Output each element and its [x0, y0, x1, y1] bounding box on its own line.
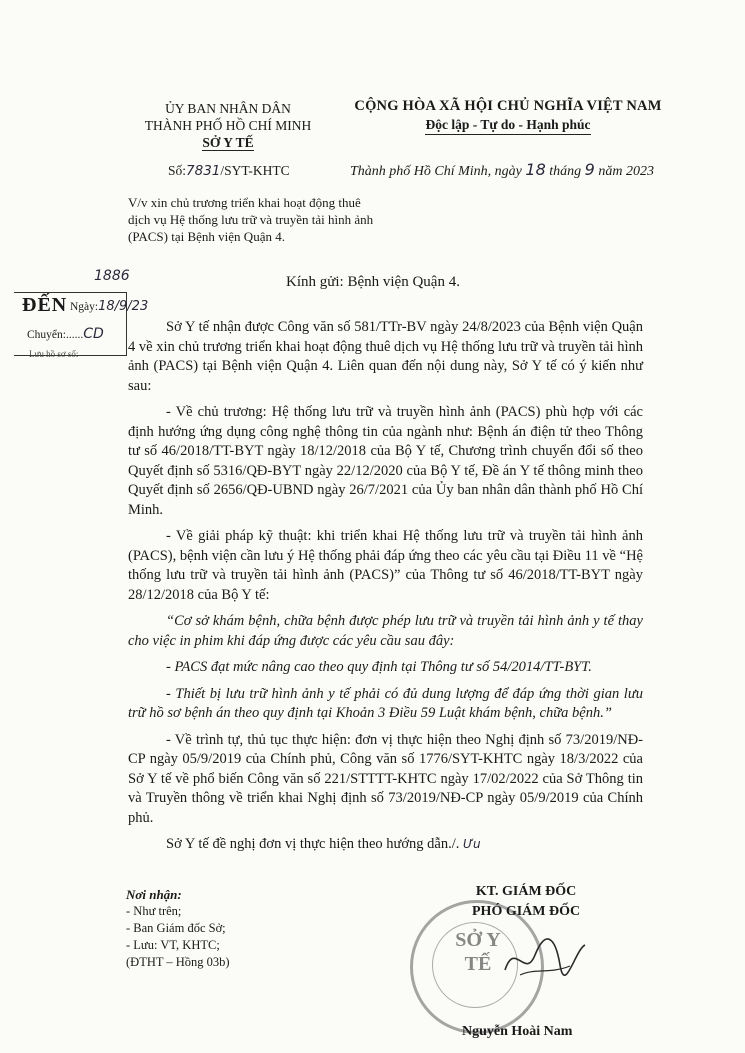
body-paragraph-5: [128, 835, 643, 855]
issuer-line3-wrap: [128, 134, 328, 151]
date-line: [350, 160, 654, 180]
quote-paragraph-3: - Thiết bị lưu trữ hình ảnh y tế phải có đủ dung lượng để đáp ứng thời gian lưu trữ hồ sơ bệnh án theo quy định tại Khoản 3 Điều 59 Luật khám bệnh, chữa bệnh.”: [128, 685, 643, 721]
signature-title-2: PHÓ GIÁM ĐỐC: [472, 904, 581, 919]
stamp-transfer-label: Chuyển:......: [27, 329, 84, 341]
quote-paragraph-1: “Cơ sở khám bệnh, chữa bệnh được phép lưu trữ và truyền tải hình ảnh y tế thay cho việc in phim khi đáp ứng được các yêu cầu sau đây:: [128, 613, 643, 649]
stamp-den: ĐẾN: [22, 294, 68, 316]
issuer-header: [128, 100, 328, 151]
doc-number-prefix: Số:: [168, 163, 187, 178]
subject-line: V/v xin chủ trương triển khai hoạt động thuê dịch vụ Hệ thống lưu trữ và truyền tải hình ảnh (PACS) tại Bệnh viện Quận 4.: [128, 195, 374, 244]
date-month-label: tháng: [549, 164, 582, 179]
issuer-line3: SỞ Y TẾ: [202, 135, 254, 150]
stamp-date: [70, 299, 148, 314]
national-title: CỘNG HÒA XÃ HỘI CHỦ NGHĨA VIỆT NAM: [354, 98, 662, 114]
national-header: [338, 98, 678, 135]
seal-text: SỞ Y TẾ: [455, 929, 501, 975]
recipient-item: (ĐTHT – Hồng 03b): [126, 955, 230, 969]
body-paragraph-4: - Về trình tự, thủ tục thực hiện: đơn vị thực hiện theo Nghị định số 73/2019/NĐ-CP ngày 05/9/2019 của Chính phủ, Công văn số 1776/SYT-KHTC ngày 18/3/2022 của Sở Y tế về phổ biến Công văn số 221/STTTT-KHTC ngày 17/02/2022 của Sở Thông tin và Truyền thông về triển khai Nghị định số 73/2019/NĐ-CP ngày 05/9/2019 của Chính phủ.: [128, 731, 643, 826]
stamp-date-value: 18/9/23: [98, 299, 149, 314]
body-paragraph-2: - Về chủ trương: Hệ thống lưu trữ và truyền hình ảnh (PACS) phù hợp với các định hướng ứng dụng công nghệ thông tin của ngành như: Bệnh án điện tử theo Thông tư số 46/2018/TT-BYT ngày 18/12/2018 của Bộ Y tế, Chương trình chuyển đổi số theo Quyết định số 5316/QĐ-BYT ngày 22/12/2020 của Bộ Y tế, Đề án Y tế thông minh theo Quyết định số 2656/QĐ-UBND ngày 26/7/2021 của Ủy ban nhân dân thành phố Hồ Chí Minh.: [128, 404, 643, 518]
signature-title: [472, 882, 580, 922]
signature-title-1: KT. GIÁM ĐỐC: [475, 884, 577, 899]
recipient-item: - Như trên;: [126, 904, 182, 918]
recipients-list: [126, 886, 230, 971]
closing-sentence: Sở Y tế đề nghị đơn vị thực hiện theo hướng dẫn./.: [166, 836, 460, 852]
handwritten-signature: [500, 930, 590, 990]
stamp-transfer: [27, 326, 104, 342]
body-paragraph-1: Sở Y tế nhận được Công văn số 581/TTr-BV ngày 24/8/2023 của Bệnh viện Quận 4 về xin chủ trương triển khai hoạt động thuê dịch vụ Hệ thống lưu trữ và truyền tải hình ảnh (PACS) tại Bệnh viện Quận 4. Liên quan đến nội dung này, Sở Y tế có ý kiến như sau:: [128, 319, 643, 394]
recipients-title: Nơi nhận:: [126, 887, 182, 902]
letter-body: [128, 318, 643, 862]
closing-initials: Ưu: [463, 837, 481, 851]
quote-paragraph-2: - PACS đạt mức nâng cao theo quy định tại Thông tư số 54/2014/TT-BYT.: [166, 659, 592, 675]
date-prefix: Thành phố Hồ Chí Minh, ngày: [350, 164, 522, 179]
date-month: 9: [584, 160, 595, 179]
body-paragraph-3: - Về giải pháp kỹ thuật: khi triển khai Hệ thống lưu trữ và truyền tải hình ảnh (PACS), bệnh viện cần lưu ý Hệ thống phải đáp ứng theo các yêu cầu tại Điều 11 về “Hệ thống lưu trữ và truyền tải hình ảnh (PACS)” của Thông tư số 46/2018/TT-BYT ngày 28/12/2018 của Bộ Y tế:: [128, 528, 643, 603]
document-number: [168, 163, 290, 179]
recipient-line: Kính gửi: Bệnh viện Quận 4.: [286, 274, 460, 290]
issuer-line2: THÀNH PHỐ HỒ CHÍ MINH: [144, 118, 312, 133]
recipient-item: - Ban Giám đốc Sở;: [126, 921, 226, 935]
recipient-item: - Lưu: VT, KHTC;: [126, 938, 220, 952]
stamp-file-label: Lưu hồ sơ số:: [29, 349, 79, 359]
doc-number-value: 7831: [186, 163, 221, 179]
signer-name: Nguyễn Hoài Nam: [462, 1024, 573, 1039]
doc-number-suffix: /SYT-KHTC: [220, 163, 290, 178]
date-year: năm 2023: [598, 164, 654, 179]
national-motto: Độc lập - Tự do - Hạnh phúc: [425, 117, 590, 135]
stamp-date-label: Ngày:: [70, 301, 99, 313]
stamp-number: 1886: [94, 268, 130, 284]
issuer-line1: ỦY BAN NHÂN DÂN: [165, 101, 291, 116]
date-day: 18: [525, 160, 546, 179]
stamp-transfer-value: CD: [83, 326, 104, 342]
